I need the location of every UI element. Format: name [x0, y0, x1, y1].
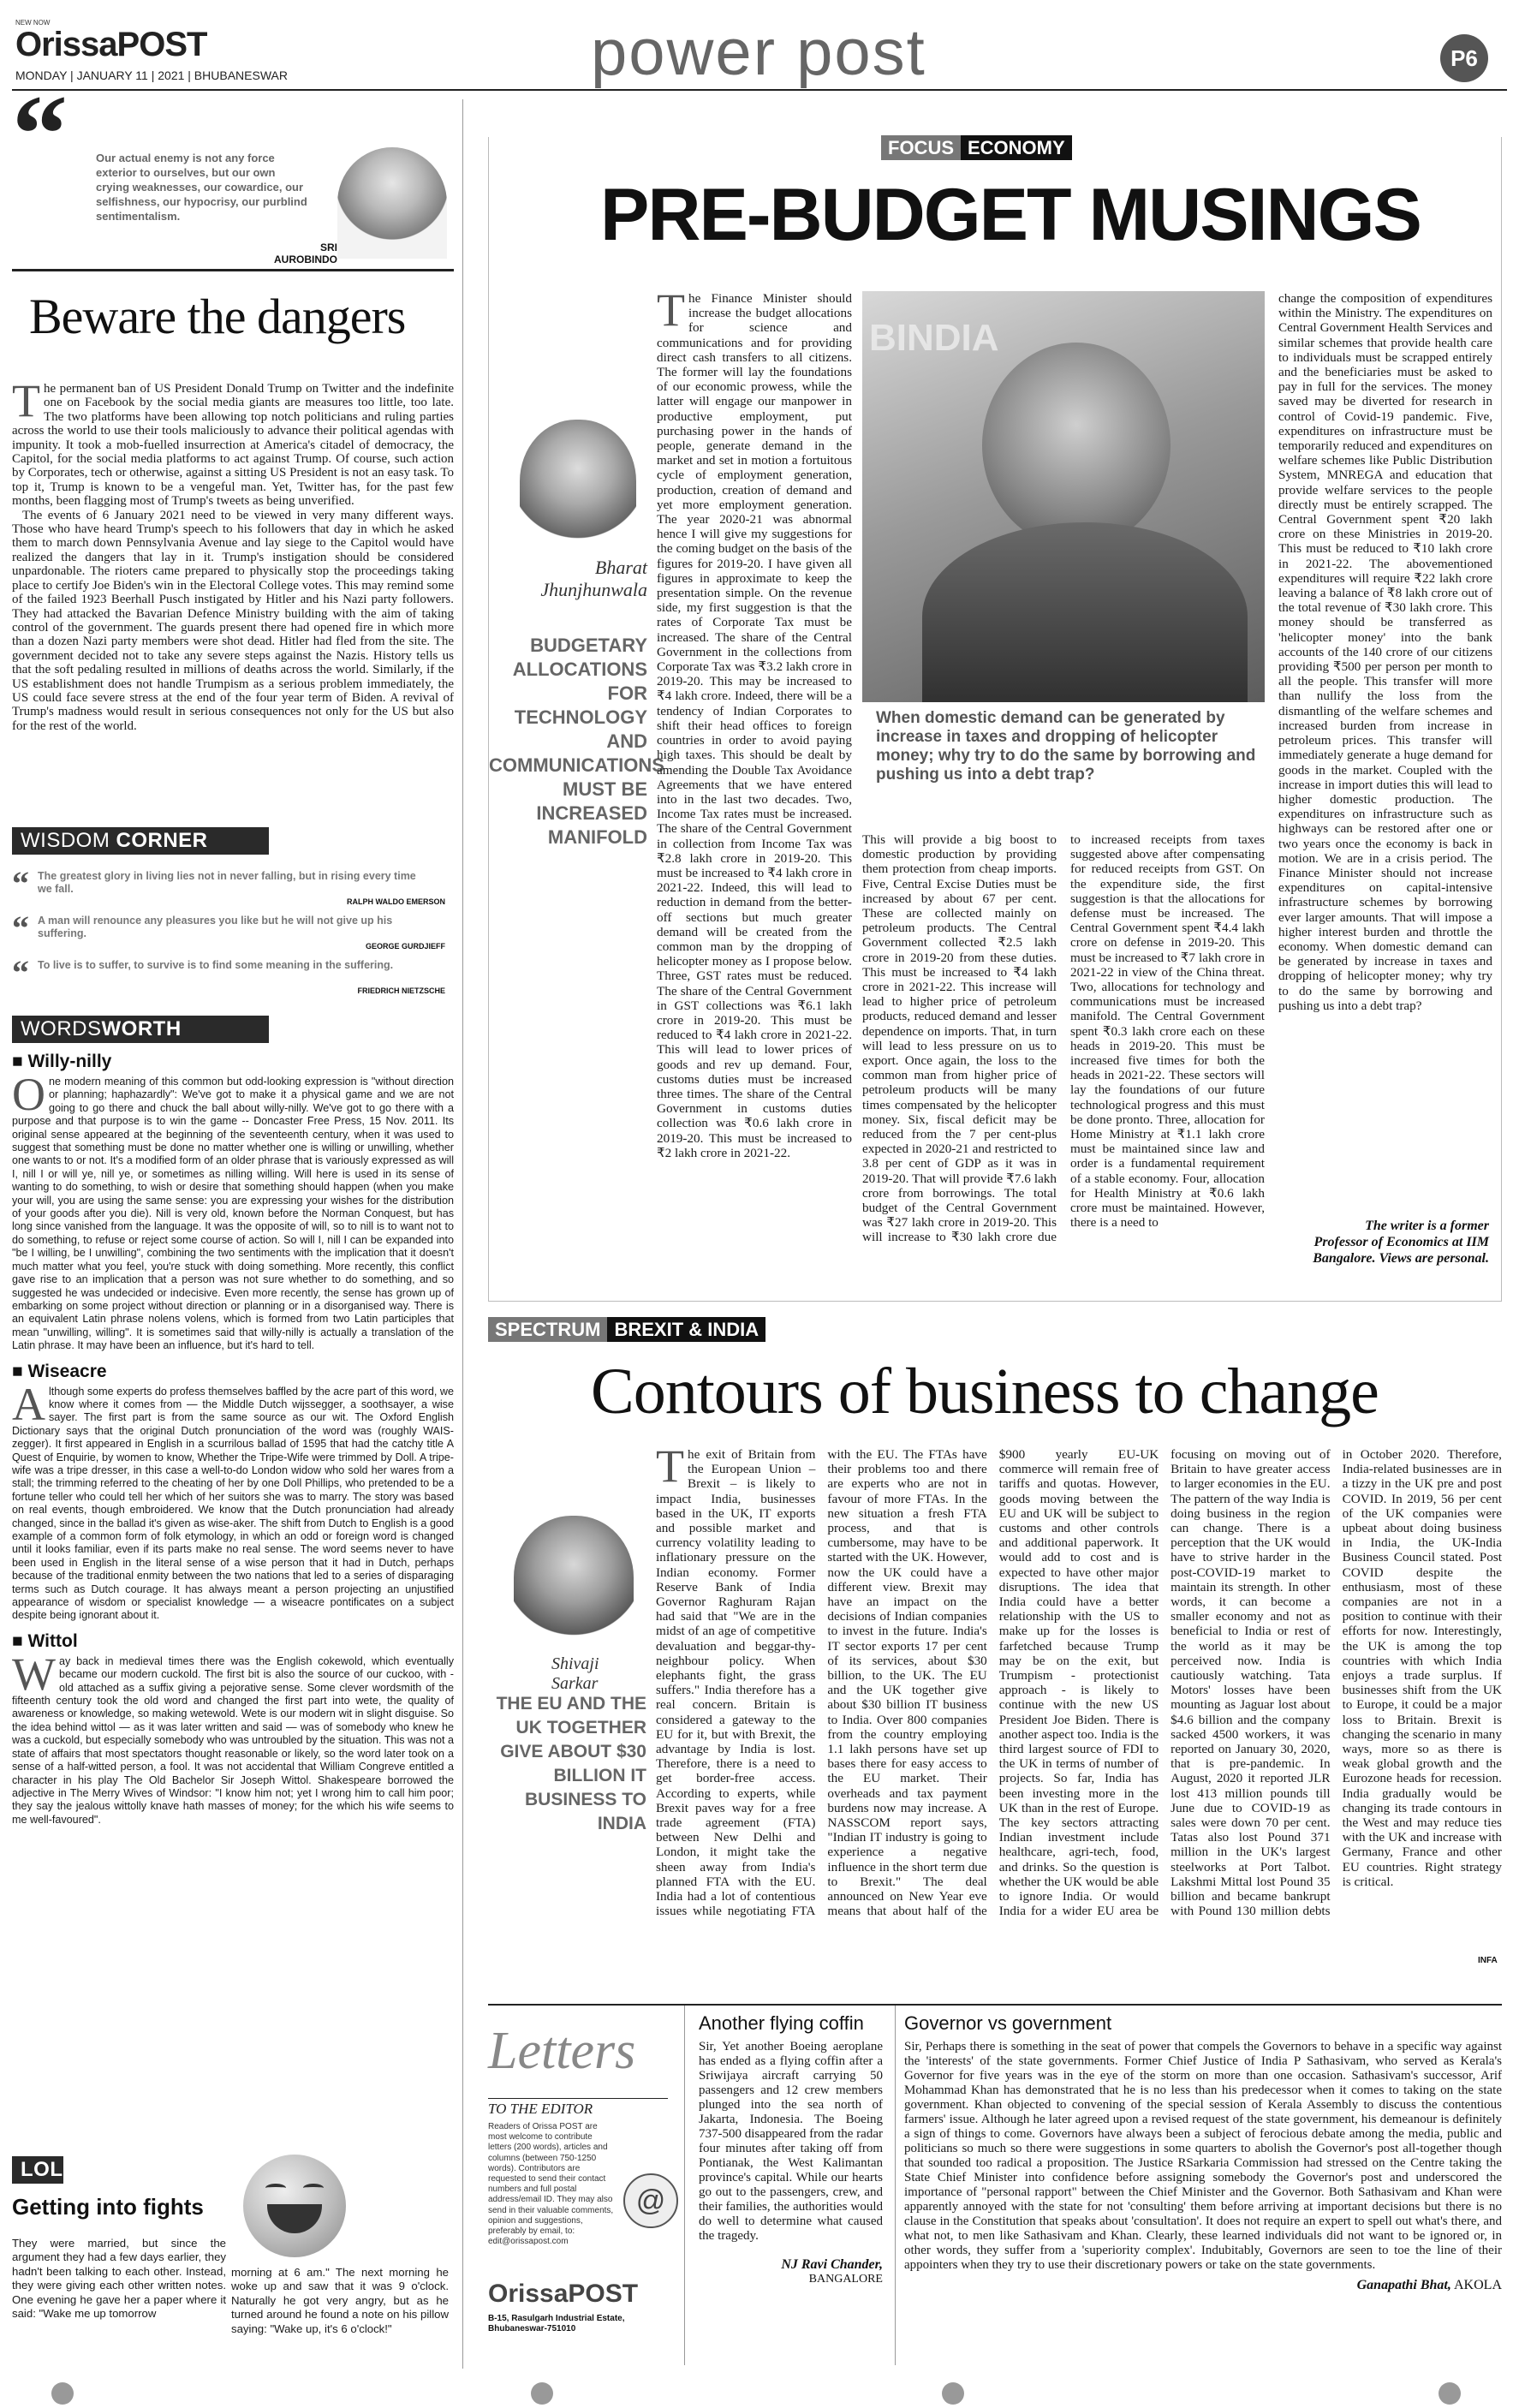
- term-heading: ■ Wittol: [12, 1630, 78, 1651]
- bullet-icon: ■: [12, 1052, 28, 1071]
- letter-title: Another flying coffin: [699, 2012, 864, 2034]
- quote-mark-icon: “: [12, 953, 29, 992]
- spectrum-credit: INFA: [1478, 1956, 1498, 1965]
- wisdom-text: The greatest glory in living lies not in never falling, but in rising every time we fall.: [38, 870, 416, 895]
- logo-tagline: NEW NOW: [15, 19, 51, 27]
- letters-box: [488, 2006, 685, 2365]
- section-title: power post: [591, 16, 926, 89]
- quote-mark-icon: “: [12, 909, 29, 947]
- emoji-eye: [303, 2184, 324, 2192]
- spectrum-tag: SPECTRUM: [488, 1317, 607, 1342]
- pull-quote: THE EU AND THE UK TOGETHER GIVE ABOUT $30 BILLION IT BUSINESS TO INDIA: [496, 1694, 646, 1833]
- letter-signature: NJ Ravi Chander,: [781, 2257, 883, 2272]
- emoji-eye: [265, 2184, 286, 2192]
- editorial-headline: Beware the dangers: [29, 289, 406, 344]
- quote-text: Our actual enemy is not any force exterior to ourselves, but our own crying weaknesses, our cowardice, our selfishness, our hypocrisy, our purblind sentimentalism.: [96, 152, 307, 223]
- wisdom-author: GEORGE GURDJIEFF: [365, 942, 445, 951]
- emoji-mouth: [267, 2204, 322, 2233]
- lol-text-right: morning at 6 am." The next morning he woke up and saw that it was 9 o'clock. Naturally he got very angry, but as he turned around he found a note on his pillow saying: "Wake up, it's 6 o'clock!": [231, 2266, 449, 2335]
- editorial-paragraph: The permanent ban of US President Donald Trump on Twitter and the indefinite one on Facebook by the social media giants are measures too little, too late. The two platforms have been allowing top notch politicians and ruling parties across the world to use their tools maliciously to advance their political agendas with impunity. It took a mob-fuelled insurrection at America's citadel of democracy, the Capitol, for the social media platforms to act against Trump. Of course, such action by Corporates, tech or otherwise, against a sitting US President is not an easy task. To top it, Trump is known to be a vengeful man. Yet, Twitter has, for the past few months, been flagging most of Trump's tweets as being unverified.: [12, 375, 454, 509]
- lol-title: Getting into fights: [12, 2194, 204, 2220]
- registration-mark-icon: [51, 2382, 74, 2405]
- wisdom-text: To live is to suffer, to survive is to find some meaning in the suffering.: [38, 959, 394, 971]
- masthead-logo[interactable]: OrissaPOST: [15, 26, 207, 63]
- letter-item: [699, 2006, 896, 2365]
- page-number-badge: [1440, 34, 1488, 82]
- focus-column-1: The Finance Minister should increase the budget allocations for science and communications and for providing direct cash transfers to all citizens. The former will lay the foundations of our economic prowess, while the latter will engage our manpower in productive employment, put purchasing power in the hands of people, generate demand in the market and set in motion a fortuitous cycle of employment generation, production, creation of demand and yet more employment generation. The year 2020-21 was abnormal hence I will give my suggestions for the coming budget on the basis of the figures for 2019-20. I have given all figures in approximate to keep the presentation simple. On the revenue side, my first suggestion is that the rates of Corporate Tax must be increased. The share of the Central Government in the collections from Corporate Tax was ₹3.2 lakh crore in 2019-20. This may be increased to ₹4 lakh crore. Indeed, there will be a tendency of Indian Corporates to shift their head offices to foreign countries in order to avoid paying high taxes. This should be dealt by amending the Double Tax Avoidance Agreements that we have entered into in the last two decades. Two, Income Tax rates must be increased. The share of the Central Government in collection from Income Tax was ₹2.8 lakh crore in 2019-20. This must be increased to ₹4 lakh crore in 2021-22. Indeed, this will lead to reduction in demand from the better-off sections but much greater demand will be created from the common man by the dropping of helicopter money as I propose below. Three, GST rates must be reduced. The share of the Central Government in GST collections was ₹6.1 lakh crore in 2019-20. This must be reduced to ₹4 lakh crore in 2021-22. This will lead to lower prices of goods and rev up demand. Four, customs duties must be increased three times. The share of the Central Government in customs duties collection was ₹0.6 lakh crore in 2019-20. This must be increased to ₹2 lakh crore in 2021-22.: [657, 291, 852, 1160]
- spectrum-tags: [488, 1319, 765, 1341]
- photo-backdrop-text: BINDIA: [869, 317, 999, 359]
- wisdom-text: A man will renounce any pleasures you like but he will not give up his suffering.: [38, 915, 393, 939]
- wisdom-item: [12, 864, 454, 913]
- wisdom-author: FRIEDRICH NIETZSCHE: [357, 986, 445, 995]
- wisdom-item: [12, 909, 454, 957]
- focus-column-right: change the composition of expenditures within the Ministry. The expenditures on Central Government Health Services and similar schemes that provide health care to individuals must be scrapped entirely and the beneficiaries must be asked to pay in full for the services. The money saved may be diverted for research in control of Covid-19 pandemic. Five, expenditures on infrastructure must be temporarily reduced and expenditures on welfare schemes like Public Distribution System, MNREGA and education that provide welfare services to the people directly must be entirely scrapped. The Central Government spent ₹20 lakh crore on these Ministries in 2019-20. This must be reduced to ₹10 lakh crore in 2021-22. The abovementioned expenditures will require ₹22 lakh crore leaving a balance of ₹8 lakh crore out of the total revenue of ₹30 lakh crore. This money should be transferred as 'helicopter money' into the bank accounts of the 140 crore of our citizens providing ₹500 per person per month to all the people. This transfer will more than nullify the loss from the dismantling of the welfare schemes and increased burden from increase in petroleum prices. This transfer will immediately generate a huge demand for goods in the market. Coupled with the increase in import duties this will lead to higher domestic production. The expenditures on infrastructure such as highways can be restored after one or two years once the economy is back in motion. We are in a crisis period. The Finance Minister should not increase expenditures on capital-intensive infrastructure schemes by borrowing ever larger amounts. That will impose a higher interest burden and throttle the economy. When domestic demand can be generated by increase in taxes and dropping of helicopter money; why try to do the same by borrowing and pushing us into a debt trap?: [1278, 291, 1492, 1013]
- focus-tag: FOCUS: [881, 135, 961, 160]
- focus-article: [488, 137, 1502, 1302]
- photo-subject-body: [922, 522, 1248, 702]
- lol-text-left: They were married, but since the argument they had a few days earlier, they hadn't been talking to each other. Instead, they were giving each other written notes. One evening he gave her a paper where it said: "Wake me up tomorrow: [12, 2237, 226, 2321]
- finance-minister-photo: [862, 291, 1265, 702]
- term-heading: ■ Wiseacre: [12, 1361, 107, 1381]
- lol-tag: LOL: [12, 2156, 63, 2184]
- term-heading: ■ Willy-nilly: [12, 1052, 112, 1071]
- photo-subject: [982, 343, 1171, 548]
- wordsworth-body: [12, 1052, 454, 1827]
- author-bio: The writer is a former Professor of Economics at IIM Bangalore. Views are personal.: [1313, 1219, 1489, 1266]
- letter-signature: Ganapathi Bhat, AKOLA: [1356, 2278, 1502, 2292]
- column-divider: [462, 99, 463, 2369]
- topic-tag: BREXIT & INDIA: [607, 1317, 765, 1342]
- letters-address: B-15, Rasulgarh Industrial Estate, Bhubaneswar-751010: [488, 2314, 625, 2333]
- term-definition: Although some experts do profess themselves baffled by the acre part of this word, we know where it comes from — the Middle Dutch wijssegger, a soothsayer, a wise sayer. The first part is from the same source as our wit. The Oxford English Dictionary says that the original Dutch pronunciation of the word was (roughly WAIS-zegger). It first appeared in English in a scurrilous ballad of 1595 that had the catchy title A Quest of Enquirie, by women to know, Whether the Tripe-Wife were trimmed by Doll. A tripe-wife was a tripe dresser, in this case a well-to-do London widow who sold her wares from a stall; the trimming referred to the cheating of her by one Doll Phillips, who pretended to be a fortune teller who could tell her which of her suitors she was to marry. The story was based on real events, though embroidered. We know that the Dutch pronunciation had already changed, since in the ballad it's given as wise-aker. The shift from Dutch to English is a good example of a common form of folk etymology, in which an odd or foreign word is changed until it looks familiar, even if its parts make no real sense. The word seems never to have been used in English in the literal sense of a wise person that it had in Dutch, perhaps because of the traditional enmity between the two nations that led to a series of disparaging terms such as Dutch courage. It has always meant a person projecting an unjustified appearance of wisdom or specialist knowledge — a wiseacre pontificates on a subject despite being ignorant about it.: [12, 1378, 454, 1622]
- quote-mark-icon: “: [12, 864, 29, 903]
- focus-tags: [881, 137, 1072, 159]
- author-name: Shivaji Sarkar: [551, 1654, 599, 1693]
- email-icon: @: [623, 2173, 678, 2228]
- registration-marks: [0, 2377, 1519, 2408]
- letters-brand: OrissaPOST: [488, 2280, 639, 2308]
- topic-tag: ECONOMY: [961, 135, 1072, 160]
- bullet-icon: ■: [12, 1361, 28, 1381]
- bullet-icon: ■: [12, 1630, 28, 1651]
- masthead: [0, 0, 1519, 96]
- laughing-emoji-icon: [243, 2155, 346, 2257]
- letters-subtitle: TO THE EDITOR: [488, 2098, 668, 2118]
- registration-mark-icon: [1439, 2382, 1461, 2405]
- wisdom-list: [12, 864, 454, 1002]
- author-photo: [520, 420, 636, 548]
- letters-info: Readers of Orissa POST are most welcome to contribute letters (200 words), articles and columns (between 750-1250 words). Contributors are requested to send their contact numbers and full postal address/email ID. They may also send in their valuable comments, opinion and suggestions, preferably by email, to: edit@orissapost.com: [488, 2122, 614, 2247]
- spectrum-article: [488, 1319, 1502, 1970]
- term-definition: One modern meaning of this common but odd-looking expression is "without direction or planning; haphazardly": We've got to make it a physical game and we are not going to go there and chuck the ball about willy-nilly. We've got to go there with a purpose and that purpose is to win the game -- Doncaster Free Press, 15 Nov. 2011. Its original sense appeared at the beginning of the seventeenth century, when it was used to suggest that something must be done no matter whether one is willing or unwilling, whether one wants to or not. It's a modified form of an older phrase that is variously expressed as will I, nill I or will ye, nill ye, or sometimes as nilling willing. Will here is used in its sense of wanting to do something, to wish or desire that something should happen (when you make your will, you are using the same sense: you are expressing your wishes for the distribution of your goods after you die). Nill is very old, known before the Norman Conquest, but has long since vanished from the language. It was the opposite of will, so to nill is to want not to do something, to refuse or reject some course of action. So will I, nill I can be expanded into "be I willing, be I unwilling", combining the two sentiments with the implication that it doesn't much matter what you feel, you're stuck with doing something. More recently, this conflict gave rise to an implication that a person was not sure whether to do something, and so suggested he was undecided or indecisive. Even more recently, the sense has grown up of embarking on some project without direction or planning or in a disorganised way. There is an equivalent Latin phrase nolens volens, which is formed from two Latin participles that mean "unwilling, willing". It is sometimes said that willy-nilly is actually a translation of the Latin phrase. It may have been an influence, but it's hard to tell.: [12, 1069, 454, 1352]
- focus-headline: PRE-BUDGET MUSINGS: [600, 174, 1421, 256]
- letter-text: Sir, Yet another Boeing aeroplane has ended as a flying coffin after a Sriwijaya aircraft carrying 50 passengers and 12 crew members plunged into the sea north of Jakarta, Indonesia. The Boeing 737-500 disappeared from the radar four minutes after taking off from Pontianak, the West Kalimantan province's capital. While our hearts go out to the passengers, crew, and their families, the authorities would do well to determine what caused the tragedy.: [699, 2040, 883, 2243]
- quote-rule: [12, 269, 454, 271]
- pull-quote: BUDGETARY ALLOCATIONS FOR TECHNOLOGY AND COMMUNICATIONS MUST BE INCREASED MANIFOLD: [489, 635, 664, 848]
- author-portrait: [337, 147, 447, 259]
- author-name: Bharat Jhunjhunwala: [540, 557, 647, 600]
- editorial-body: [12, 375, 454, 733]
- term-definition: Way back in medieval times there was the English cokewold, which eventually became our modern cuckold. The first bit is also the source of our cuckoo, with -old attached as a suffix giving a pejorative sense. Some clever wordsmith of the fifteenth century took the old word and changed the first part into wete, the quality of awareness or knowledge, so making wetewold. Wete is our modern wit in slight disguise. So the idea behind wittol — as it was later written and said — was of somebody who knew he was a cuckold, but especially somebody who was untroubled by the situation. This was not a state of affairs that most spectators thought reasonable or likely, so the word later took on a sense of a half-witted person, a fool. It was not accidental that William Congreve entitled a character in his play The Old Bachelor Sir Joseph Wittol. Shakespeare borrowed the adjective in The Merry Wives of Windsor: "I know him not; yet I wrong him to call him poor; they say the jealous wittolly knave hath masses of money; for the which his wife seems to me well-favoured".: [12, 1648, 454, 1826]
- registration-mark-icon: [531, 2382, 553, 2405]
- photo-caption: When domestic demand can be generated by increase in taxes and dropping of helicopter money; why try to do the same by borrowing and pushing us into a debt trap?: [876, 709, 1256, 784]
- spectrum-body: The exit of Britain from the European Union – Brexit – is likely to impact India, businesses based in the UK, IT exports and possible market and currency volatility leading to inflationary pressure on the Indian economy. Former Reserve Bank of India Governor Raghuram Rajan had said that "We are in the midst of an age of competitive devaluation and beggar-thy-neighbour policy. When elephants fight, the grass suffers." India therefore has a real concern. Britain is considered a gateway to the EU for it, but with Brexit, the advantage by India is lost. Therefore, there is a need to get border-free access. According to experts, while Brexit paves way for a free trade agreement (FTA) between New Delhi and London, it might take the sheen away from India's planned FTA with the EU. India had a lot of contentious issues while negotiating FTA with the EU. The FTAs have their problems too and there are experts who are not in favour of more FTAs. In the new situation a fresh FTA process, and that is cumbersome, may have to be started with the UK. However, now the UK could have a different view. Brexit may have an impact on the decisions of Indian companies to invest in the future. India's IT sector exports 17 per cent of its services, about $30 billion, to the UK. The EU and the UK together give about $30 billion IT business to India. Over 800 companies from the country employing 1.1 lakh persons have set up bases there for easy access to the EU market. Their overheads and tax payment burdens now may increase. A NASSCOM report says, "Indian IT industry is going to experience a negative influence in the short term due to Brexit." The deal announced on New Year eve means that about half of the $900 yearly EU-UK commerce will remain free of tariffs and quotas. However, goods moving between the EU and UK will be subject to customs and other controls and additional paperwork. It would add to cost and is expected to have other major disruptions. The idea that India could have a better relationship with the US to make up for the losses is farfetched because Trump may be on the exit, but Trumpism - protectionist approach - is likely to continue with the new US President Joe Biden. There is another aspect too. India is the third largest source of FDI to the UK in terms of number of projects. So far, India has been investing more in the UK than in the rest of Europe. The key sectors attracting Indian investment include healthcare, agri-tech, food, and drinks. So the question is whether the UK would be able to ignore India. Or would India for a wider EU area be focusing on moving out of Britain to have greater access to larger economies in the EU. The pattern of the way India is doing business in the region can change. There is a perception that the UK would have to strive harder in the post-COVID-19 market to maintain its strength. In other words, it can become a smaller economy and not as beneficial to India or rest of the world as it may be perceived now. India is cautiously watching. Tata Motors' losses have been mounting as Jaguar lost about $4.6 billion and the company sacked 4500 workers, it was reported on January 30, 2020, that is pre-pandemic. In August, 2020 it reported JLR lost 413 million pounds till June due to COVID-19 as sales were down 70 per cent. Tatas also lost Pound 371 million in the UK's largest steelworks at Port Talbot. Lakshmi Mittal lost Pound 35 billion and became bankrupt with Pound 130 million debts in October 2020. Therefore, India-related businesses are in a tizzy in the UK pre and post COVID. In 2019, 56 per cent of the UK companies were upbeat about doing business in India, the UK-India Business Council stated. Post COVID despite the enthusiasm, most of these companies are not in a position to continue with their efforts for now. Interestingly, the UK is among the top countries with which India enjoys a trade surplus. If businesses shift from the UK to Europe, it could be a major loss to Britain. Brexit is changing the scenario in many ways, more so as there is weak global growth and the Eurozone heads for recession. India gradually would be changing its trade contours in the West and may reduce ties with the UK and increase with Germany, France and other EU countries. Right strategy is critical.: [656, 1447, 1502, 1919]
- focus-columns-mid: This will provide a big boost to domestic production by providing them protection from cheap imports. Five, Central Excise Duties must be increased by about 67 per cent. These are collected mainly on petroleum products. The Central Government collected ₹2.5 lakh crore in 2019-20 from these duties. This must be increased to ₹4 lakh crore in 2021-22. This increase will lead to higher price of petroleum products, reduced demand and lesser dependence on imports. That, in turn will lead to less pressure on us to export. Once again, the loss to the common man from higher price of petroleum products will be many times compensated by the helicopter money. Six, fiscal deficit may be reduced from the 7 per cent-plus expected in 2020-21 and restricted to 3.8 per cent of GDP as it was in 2019-20. That will provide ₹7.6 lakh crore from borrowings. The total budget of the Central Government was ₹27 lakh crore in 2019-20. This will increase to ₹30 lakh crore due to increased receipts from taxes suggested above after compensating for reduced receipts from GST. On the expenditure side, the first suggestion is that the allocations for defense must be increased. The Central Government spent ₹4.4 lakh crore on defense in 2019-20. This must be increased to ₹7 lakh crore in 2021-22 in view of the China threat. Two, allocations for technology and communications must be increased manifold. The Central Government spent ₹0.3 lakh crore each on these heads in 2019-20. This must be increased five times for both the heads in 2021-22. These sectors will lay the foundations of our future technological progress and this must be done pronto. Three, allocation for Home Ministry at ₹1.1 lakh crore must be maintained since law and order is a fundamental requirement of a stable economy. Four, allocation for Health Ministry at ₹0.6 lakh crore must be maintained. However, there is a need to: [862, 832, 1265, 1245]
- letters-logo: Letters: [488, 2022, 636, 2080]
- registration-mark-icon: [942, 2382, 964, 2405]
- wisdom-author: RALPH WALDO EMERSON: [346, 897, 445, 906]
- dateline: MONDAY | JANUARY 11 | 2021 | BHUBANESWAR: [15, 69, 288, 82]
- masthead-rule: [12, 89, 1507, 91]
- wisdom-corner-header: WISDOM CORNER: [12, 827, 269, 855]
- quote-author: SRI AUROBINDO: [274, 241, 337, 265]
- author-photo: [514, 1516, 634, 1644]
- editorial-paragraph: The events of 6 January 2021 need to be viewed in very many different ways. Those who have heard Trump's speech to his followers that day in which he asked them to march down Pennsylvania Avenue and lay siege to the Capitol would have realized the dangers that lay in it. Trump's instigation should be considered unpardonable. The rioters came prepared to physically stop the proceedings taking place to certify Joe Biden's win in the Electoral College votes. This may remind some of the failed 1923 Beerhall Pusch instigated by Hitler and his Nazi party followers. They had attacked the Bavarian Defence Ministry building with the aim of taking control of the government. The guards present there had opened fire in which more than a dozen Nazi party members were shot dead. Hitler had fled from the site. The government decided not to take any severe steps against the Nazis. History tells us that the soft pedaling resulted in millions of deaths across the world. Similarly, if the US establishment does not handle Trumpism as a serious problem immediately, the US could face severe stress at the end of the four year term of Biden. A revival of Trump's madness would result in serious consequences not only for the US but also for the rest of the world.: [12, 508, 454, 733]
- letter-item: [904, 2006, 1502, 2365]
- quote-mark-icon: “: [12, 73, 68, 196]
- spectrum-headline: Contours of business to change: [591, 1356, 1379, 1428]
- letter-text: Sir, Perhaps there is something in the seat of power that compels the Governors to behave in a specific way against the 'interests' of the state governments. Former Chief Justice of India P Sathasivam, who served as Kerala's Governor for five years was in the eye of the storm on more than one occasion. Sathasivam's successor, Arif Mohammad Khan has demonstrated that he is no less than his predecessor when it comes to taking on the state government. Khan objected to convening of the special session of Kerala Assembly to discuss the contentious farmers' issue. Although he later agreed upon a revised request of the state government, his demeanour is definitely a sign of things to come. Governors have always been a subject of ferocious debate among the media, public and politicians so much so there were suggestions in some quarters to abolish the Governor's post all-together though that sounded too radical a proposition. The Justice RSarkaria Commission had stressed on the Centre taking the State Chief Minister into confidence before assigning somebody the Governor's post and underscored the importance of "personal rapport" between the Chief Minister and the Governor. Both Sathasivam and Khan were apparently annoyed with the state for not 'consulting' them before arriving at important decisions but there is no clause in the Constitution that speaks about 'consultation'. It does not require an expert to spell out what's there, and what not, to men like Sathasivam and Khan. Clearly, these learned individuals did not want to be ignored or, in other words, they suffer from a 'superiority complex'. Indubitably, Governors are seen to toe the line of their appointers when they try to use their discretionary powers or take on the state governments.: [904, 2040, 1502, 2272]
- wisdom-item: [12, 953, 454, 1002]
- letter-title: Governor vs government: [904, 2012, 1112, 2034]
- letters-section: [488, 2004, 1502, 2363]
- wordsworth-header: WORDSWORTH: [12, 1016, 269, 1043]
- page-number: P6: [1450, 45, 1478, 71]
- letter-place: BANGALORE: [808, 2273, 883, 2286]
